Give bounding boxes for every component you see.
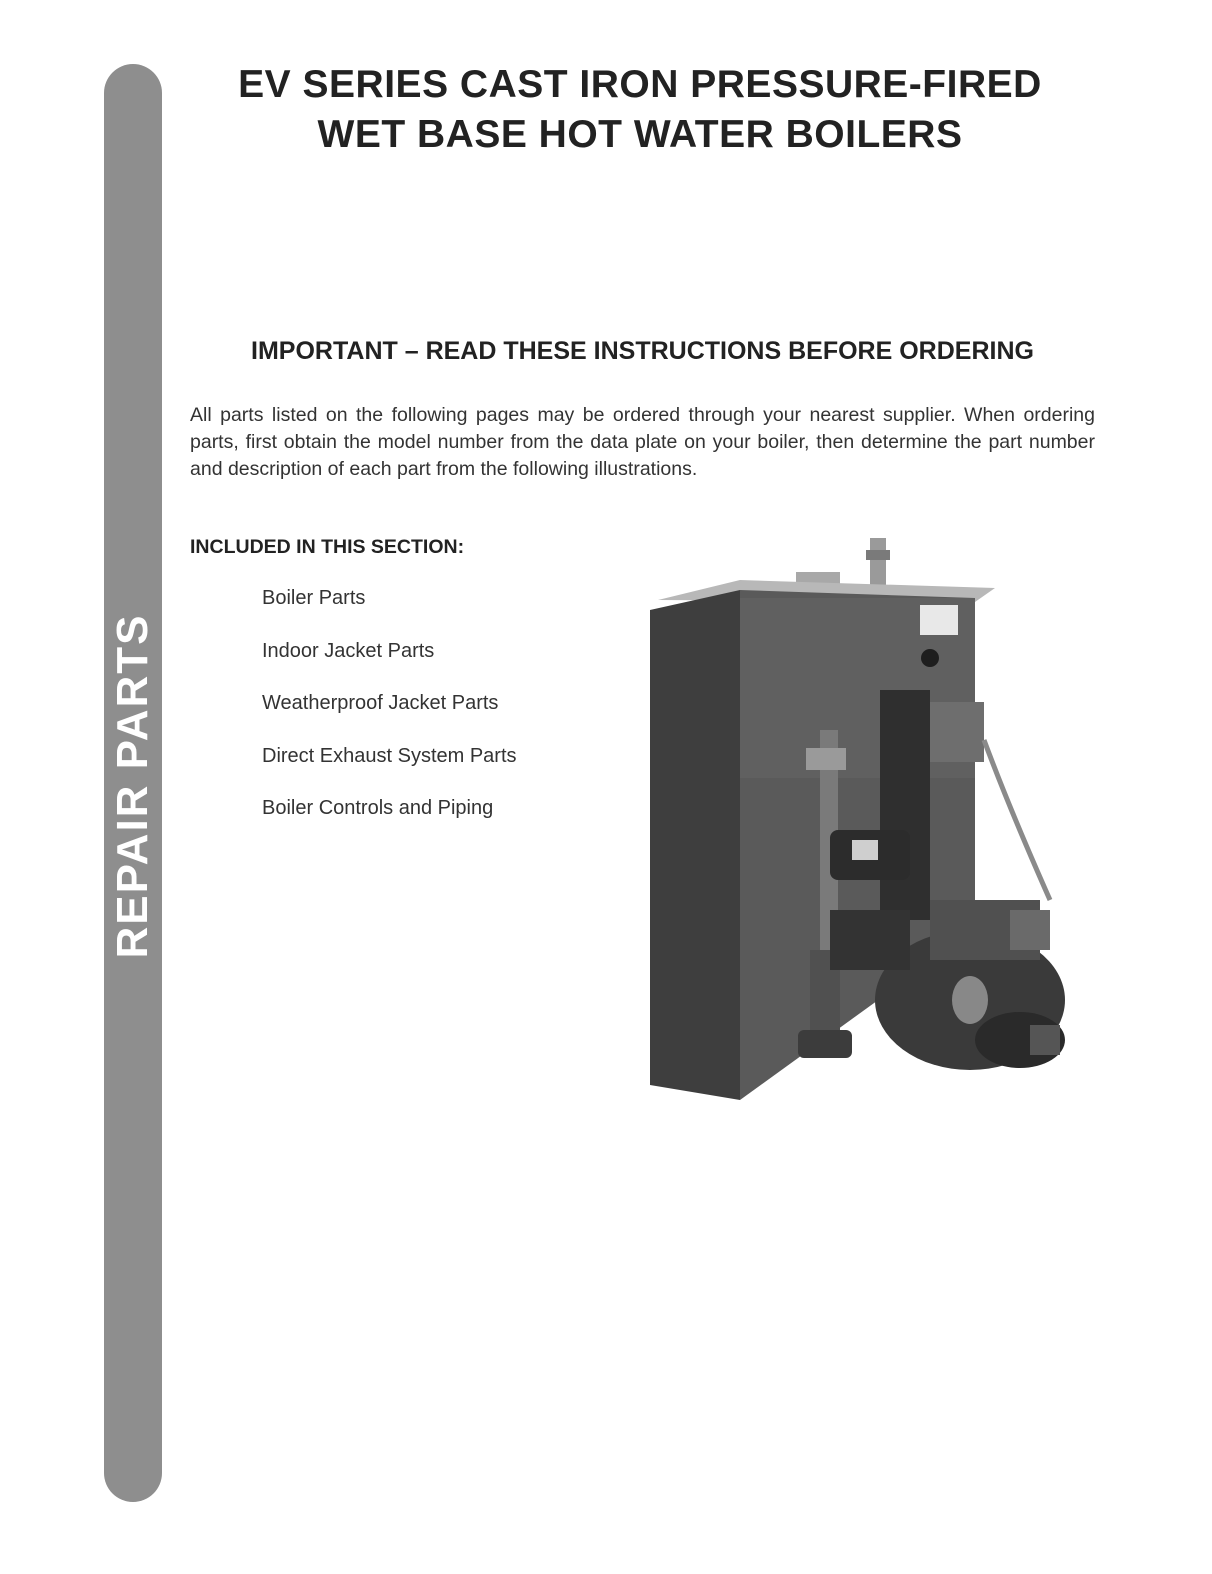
- control-cable: [984, 740, 1050, 900]
- side-tab-label: REPAIR PARTS: [108, 613, 157, 959]
- list-item: Indoor Jacket Parts: [262, 639, 435, 662]
- burner-tube: [880, 690, 930, 920]
- jacket-side: [650, 590, 740, 1100]
- list-item: Boiler Controls and Piping: [262, 797, 494, 819]
- vent-pipe: [870, 538, 886, 588]
- section-label: INCLUDED IN THIS SECTION:: [190, 536, 465, 558]
- boiler-illustration: [630, 530, 1080, 1100]
- page-title-line-1: EV SERIES CAST IRON PRESSURE-FIRED: [238, 63, 1042, 106]
- list-item: Boiler Parts: [262, 587, 366, 609]
- burner-label: [952, 976, 988, 1024]
- list-item: Weatherproof Jacket Parts: [262, 692, 499, 714]
- intro-paragraph: All parts listed on the following pages may be ordered through your nearest supplier. When ordering parts, first obtain the model number from the data plate on your boiler, then determine the part number and description of each part from the following illustrations.: [190, 404, 1095, 480]
- page-title-line-2: WET BASE HOT WATER BOILERS: [317, 113, 963, 156]
- list-item: Direct Exhaust System Parts: [262, 744, 517, 767]
- sight-port: [921, 649, 939, 667]
- data-plate: [920, 605, 958, 635]
- contents-list: [262, 583, 517, 846]
- page-title: [190, 60, 1090, 160]
- important-heading: IMPORTANT – READ THESE INSTRUCTIONS BEFORE ORDERING: [251, 337, 1034, 365]
- zone-valve: [830, 910, 910, 970]
